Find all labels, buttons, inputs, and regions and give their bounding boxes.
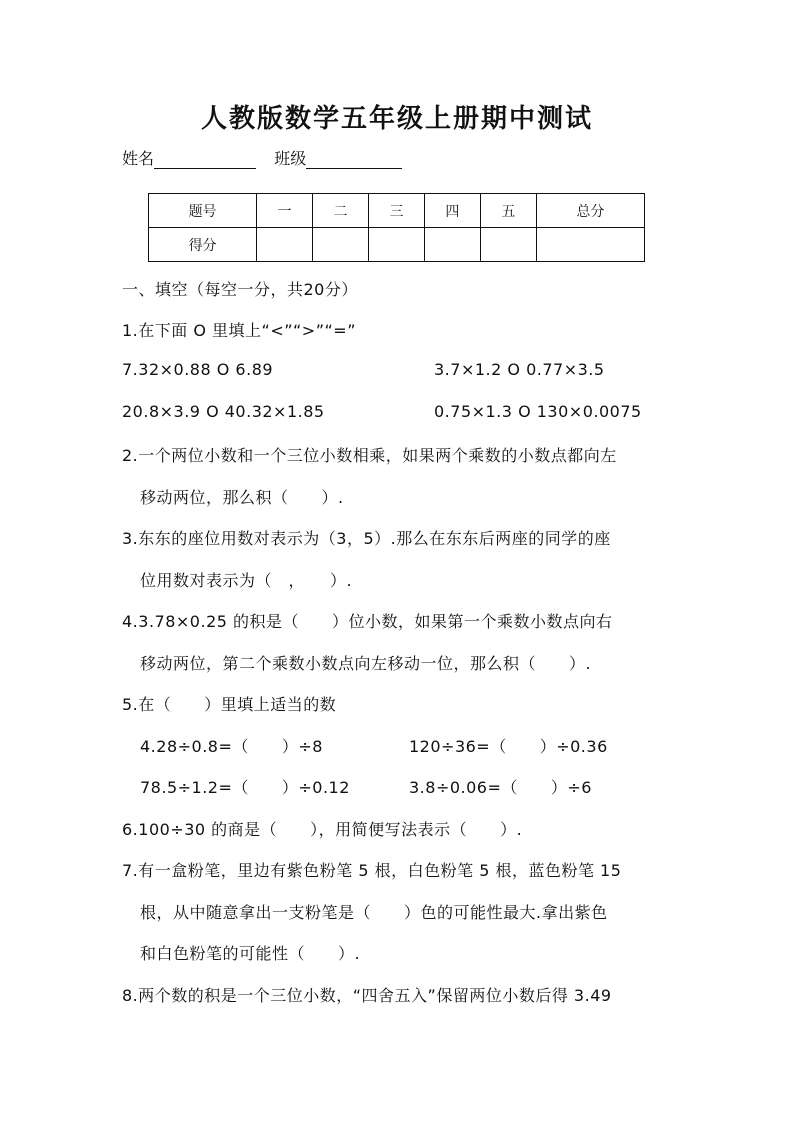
score-header-row bbox=[149, 194, 645, 228]
score-cell[interactable] bbox=[424, 228, 480, 262]
score-table bbox=[148, 193, 645, 262]
name-label: 姓名 bbox=[122, 149, 155, 168]
score-cell[interactable] bbox=[369, 228, 425, 262]
header-cell: 题号 bbox=[149, 194, 257, 228]
class-label: 班级 bbox=[274, 149, 307, 168]
header-cell: 三 bbox=[369, 194, 425, 228]
section-heading: 一、填空（每空一分，共20分） bbox=[122, 280, 358, 299]
score-cell[interactable] bbox=[480, 228, 536, 262]
header-cell: 二 bbox=[313, 194, 369, 228]
score-row bbox=[149, 228, 645, 262]
question-5d: 3.8÷0.06=（ ）÷6 bbox=[409, 778, 592, 797]
class-blank[interactable] bbox=[306, 150, 402, 169]
header-cell: 总分 bbox=[536, 194, 644, 228]
question-5c: 78.5÷1.2=（ ）÷0.12 bbox=[140, 778, 350, 797]
question-7-line-2: 根，从中随意拿出一支粉笔是（ ）色的可能性最大.拿出紫色 bbox=[140, 903, 608, 922]
page-title: 人教版数学五年级上册期中测试 bbox=[200, 104, 593, 134]
question-4-line-2: 移动两位，第二个乘数小数点向左移动一位，那么积（ ）. bbox=[140, 654, 592, 673]
score-row-label: 得分 bbox=[149, 228, 257, 262]
header-cell: 四 bbox=[424, 194, 480, 228]
question-1d: 0.75×1.3 O 130×0.0075 bbox=[434, 402, 642, 421]
question-5b: 120÷36=（ ）÷0.36 bbox=[409, 737, 608, 756]
header-cell: 一 bbox=[257, 194, 313, 228]
question-6: 6.100÷30 的商是（ ），用简便写法表示（ ）. bbox=[122, 820, 523, 839]
question-2-line-1: 2.一个两位小数和一个三位小数相乘，如果两个乘数的小数点都向左 bbox=[122, 446, 617, 465]
question-3-line-1: 3.东东的座位用数对表示为（3，5）.那么在东东后两座的同学的座 bbox=[122, 529, 611, 548]
question-4-line-1: 4.3.78×0.25 的积是（ ）位小数，如果第一个乘数小数点向右 bbox=[122, 612, 613, 631]
score-cell[interactable] bbox=[257, 228, 313, 262]
question-1c: 20.8×3.9 O 40.32×1.85 bbox=[122, 402, 325, 421]
question-7-line-1: 7.有一盒粉笔，里边有紫色粉笔 5 根，白色粉笔 5 根，蓝色粉笔 15 bbox=[122, 861, 622, 880]
question-3-line-2: 位用数对表示为（ ， ）. bbox=[140, 571, 353, 590]
question-1a: 7.32×0.88 O 6.89 bbox=[122, 360, 274, 379]
header-cell: 五 bbox=[480, 194, 536, 228]
question-8-line-1: 8.两个数的积是一个三位小数，“四舍五入”保留两位小数后得 3.49 bbox=[122, 986, 612, 1005]
question-1: 1.在下面 O 里填上“<”“>”“=” bbox=[122, 321, 356, 340]
question-5a: 4.28÷0.8=（ ）÷8 bbox=[140, 737, 323, 756]
question-2-line-2: 移动两位，那么积（ ）. bbox=[140, 488, 344, 507]
question-1b: 3.7×1.2 O 0.77×3.5 bbox=[434, 360, 605, 379]
student-info bbox=[122, 146, 402, 169]
score-cell[interactable] bbox=[536, 228, 644, 262]
question-5: 5.在（ ）里填上适当的数 bbox=[122, 695, 337, 714]
name-blank[interactable] bbox=[154, 150, 256, 169]
question-7-line-3: 和白色粉笔的可能性（ ）. bbox=[140, 944, 361, 963]
score-cell[interactable] bbox=[313, 228, 369, 262]
